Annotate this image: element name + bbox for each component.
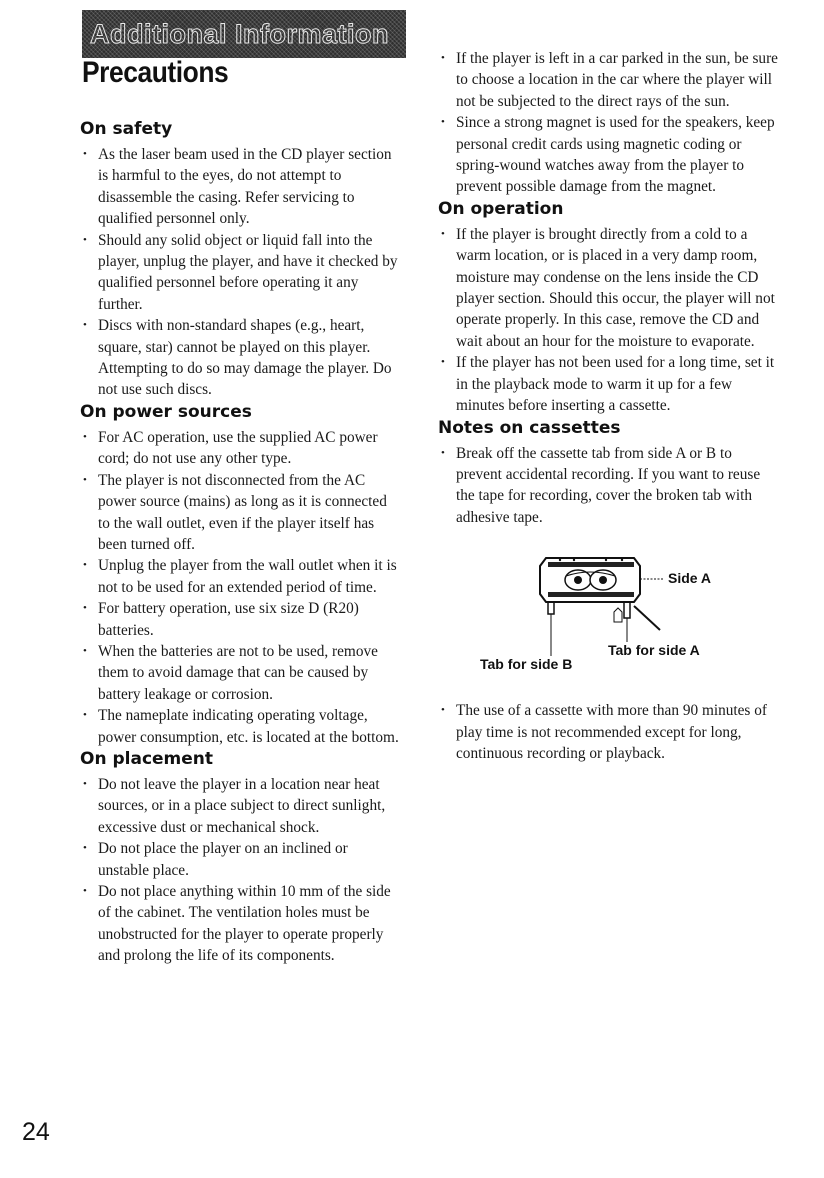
safety-list: [80, 144, 400, 401]
list-item: • Do not place the player on an inclined or unstable place.: [80, 838, 400, 881]
cassettes-list-continued: [438, 700, 778, 764]
list-item: • The player is not disconnected from the AC power source (mains) as long as it is connected to the wall outlet, even if the player itself has been turned off.: [80, 470, 400, 556]
heading-on-operation: On operation: [438, 198, 564, 219]
list-item: • The use of a cassette with more than 90 minutes of play time is not recommended except for long, continuous recording or playback.: [438, 700, 778, 764]
list-item: • Do not place anything within 10 mm of the side of the cabinet. The ventilation holes must be unobstructed for the player to operate properly and prolong the life of its components.: [80, 881, 400, 967]
label-side-a: Side A: [668, 570, 712, 587]
list-item: • Break off the cassette tab from side A or B to prevent accidental recording. If you want to reuse the tape for recording, cover the broken tab with adhesive tape.: [438, 443, 778, 529]
cassettes-list: [438, 443, 778, 529]
page-number: 24: [22, 1118, 50, 1146]
banner-title: Additional Information: [90, 19, 389, 49]
operation-list: [438, 224, 778, 417]
list-item: • Do not leave the player in a location near heat sources, or in a place subject to direct sunlight, excessive dust or mechanical shock.: [80, 774, 400, 838]
power-list: [80, 427, 400, 748]
list-item: • If the player has not been used for a long time, set it in the playback mode to warm it up for a few minutes before inserting a cassette.: [438, 352, 778, 416]
list-item: • If the player is left in a car parked in the sun, be sure to choose a location in the car where the player will not be subjected to the direct rays of the sun.: [438, 48, 778, 112]
section-banner: [82, 10, 406, 58]
heading-on-placement: On placement: [80, 748, 214, 769]
heading-on-power-sources: On power sources: [80, 401, 252, 422]
right-column: [438, 48, 778, 764]
label-tab-for-side-a: Tab for side A: [608, 642, 700, 659]
list-item: • Since a strong magnet is used for the speakers, keep personal credit cards using magnetic coding or spring-wound watches away from the player to prevent possible damage from the magnet.: [438, 112, 778, 198]
list-item: • Discs with non-standard shapes (e.g., heart, square, star) cannot be played on this player. Attempting to do so may damage the player. Do not use such discs.: [80, 315, 400, 401]
cassette-tab-figure: [438, 546, 778, 686]
placement-list-continued: [438, 48, 778, 198]
list-item: • For AC operation, use the supplied AC power cord; do not use any other type.: [80, 427, 400, 470]
list-item: • Should any solid object or liquid fall into the player, unplug the player, and have it checked by qualified personnel before operating it any further.: [80, 230, 400, 316]
placement-list: [80, 774, 400, 967]
list-item: • The nameplate indicating operating voltage, power consumption, etc. is located at the bottom.: [80, 705, 400, 748]
heading-on-safety: On safety: [80, 119, 173, 139]
list-item: • If the player is brought directly from a cold to a warm location, or is placed in a very damp room, moisture may condense on the lens inside the CD player section. Should this occur, the player will not operate properly. In this case, remove the CD and wait about an hour for the moisture to evaporate.: [438, 224, 778, 352]
list-item: • Unplug the player from the wall outlet when it is not to be used for an extended period of time.: [80, 555, 400, 598]
label-tab-for-side-b: Tab for side B: [480, 656, 573, 673]
left-column: [80, 118, 400, 967]
list-item: • For battery operation, use six size D (R20) batteries.: [80, 598, 400, 641]
list-item: • As the laser beam used in the CD player section is harmful to the eyes, do not attempt to disassemble the casing. Refer servicing to qualified personnel only.: [80, 144, 400, 230]
list-item: • When the batteries are not to be used, remove them to avoid damage that can be caused by battery leakage or corrosion.: [80, 641, 400, 705]
heading-notes-on-cassettes: Notes on cassettes: [438, 417, 621, 438]
page-title: Precautions: [82, 56, 229, 89]
